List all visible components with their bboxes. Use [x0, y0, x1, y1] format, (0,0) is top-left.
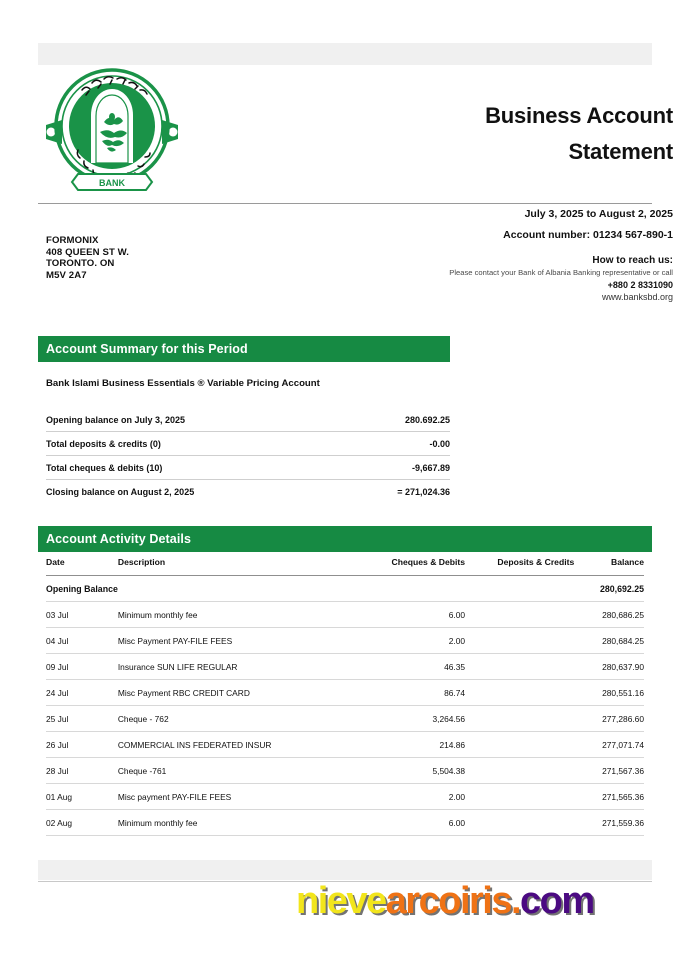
summary-row-value: = 271,024.36	[397, 487, 450, 497]
summary-row-label: Total deposits & credits (0)	[46, 432, 344, 456]
column-header-balance: Balance	[574, 557, 644, 576]
column-header-debits: Cheques & Debits	[348, 557, 465, 576]
table-row	[46, 706, 644, 732]
table-header-row	[46, 557, 644, 576]
account-activity-table	[46, 557, 644, 836]
opening-balance-amount: 280,692.25	[574, 576, 644, 602]
cell-description: Minimum monthly fee	[118, 602, 348, 628]
cell-credit	[465, 602, 574, 628]
cell-credit	[465, 654, 574, 680]
address-city: TORONTO. ON	[46, 258, 115, 270]
table-row	[46, 732, 644, 758]
summary-row-value: -9,667.89	[344, 456, 450, 480]
cell-balance: 277,286.60	[574, 706, 644, 732]
cell-debit: 5,504.38	[348, 758, 465, 784]
cell-debit: 2.00	[348, 628, 465, 654]
cell-debit: 2.00	[348, 784, 465, 810]
table-row	[46, 628, 644, 654]
cell-credit	[465, 680, 574, 706]
cell-debit: 46.35	[348, 654, 465, 680]
cell-date: 02 Aug	[46, 810, 118, 836]
opening-balance-debit	[348, 576, 465, 602]
statement-period: July 3, 2025 to August 2, 2025	[524, 208, 673, 220]
cell-description: Misc payment PAY-FILE FEES	[118, 784, 348, 810]
cell-description: Misc Payment RBC CREDIT CARD	[118, 680, 348, 706]
cell-debit: 3,264.56	[348, 706, 465, 732]
account-type-label: Bank Islami Business Essentials ® Variable Pricing Account	[46, 378, 320, 389]
cell-date: 03 Jul	[46, 602, 118, 628]
cell-date: 28 Jul	[46, 758, 118, 784]
opening-balance-label: Opening Balance	[46, 576, 118, 602]
page-title	[253, 98, 673, 170]
column-header-date: Date	[46, 557, 118, 576]
account-number: Account number: 01234 567-890-1	[503, 229, 673, 241]
cell-balance: 271,567.36	[574, 758, 644, 784]
contact-instruction: Please contact your Bank of Albania Banking representative or call	[449, 268, 673, 277]
column-header-description: Description	[118, 557, 348, 576]
title-line-1: Business Account	[485, 103, 673, 128]
column-header-credits: Deposits & Credits	[465, 557, 574, 576]
contact-phone: +880 2 8331090	[607, 280, 673, 290]
cell-date: 24 Jul	[46, 680, 118, 706]
cell-date: 26 Jul	[46, 732, 118, 758]
cell-description: Cheque - 762	[118, 706, 348, 732]
cell-credit	[465, 732, 574, 758]
summary-row-label: Total cheques & debits (10)	[46, 456, 344, 480]
table-row	[46, 680, 644, 706]
summary-row	[46, 432, 450, 456]
summary-row	[46, 408, 450, 432]
cell-debit: 86.74	[348, 680, 465, 706]
bank-logo-icon	[38, 62, 186, 200]
cell-credit	[465, 706, 574, 732]
bottom-grey-band	[38, 860, 652, 880]
table-row	[46, 654, 644, 680]
cell-date: 04 Jul	[46, 628, 118, 654]
address-name: FORMONIX	[46, 235, 99, 246]
contact-heading: How to reach us:	[592, 255, 673, 266]
summary-row	[46, 480, 450, 504]
account-summary-header: Account Summary for this Period	[38, 336, 450, 362]
cell-credit	[465, 784, 574, 810]
header-divider	[38, 203, 652, 204]
cell-balance: 271,559.36	[574, 810, 644, 836]
opening-balance-description	[118, 576, 348, 602]
summary-row-label: Opening balance on July 3, 2025	[46, 408, 344, 432]
address-street: 408 QUEEN ST W.	[46, 246, 130, 258]
watermark-part-1: nieve	[296, 880, 386, 922]
statement-meta	[243, 208, 673, 302]
opening-balance-credit	[465, 576, 574, 602]
account-activity-header: Account Activity Details	[38, 526, 652, 552]
summary-row-label: Closing balance on August 2, 2025	[46, 487, 195, 497]
cell-debit: 214.86	[348, 732, 465, 758]
cell-description: Misc Payment PAY-FILE FEES	[118, 628, 348, 654]
title-line-2: Statement	[568, 139, 673, 164]
cell-credit	[465, 758, 574, 784]
address-postal: M5V 2A7	[46, 269, 87, 281]
watermark-part-2: arcoiris.	[385, 880, 521, 922]
watermark	[296, 880, 594, 923]
bank-logo	[38, 62, 186, 200]
cell-balance: 280,684.25	[574, 628, 644, 654]
cell-balance: 280,551.16	[574, 680, 644, 706]
cell-balance: 280,637.90	[574, 654, 644, 680]
cell-date: 09 Jul	[46, 654, 118, 680]
cell-debit: 6.00	[348, 602, 465, 628]
account-summary-table	[46, 408, 450, 503]
opening-balance-row	[46, 576, 644, 602]
cell-debit: 6.00	[348, 810, 465, 836]
summary-row-value: 280.692.25	[344, 408, 450, 432]
cell-balance: 280,686.25	[574, 602, 644, 628]
table-row	[46, 758, 644, 784]
cell-description: COMMERCIAL INS FEDERATED INSUR	[118, 732, 348, 758]
cell-credit	[465, 810, 574, 836]
cell-description: Cheque -761	[118, 758, 348, 784]
customer-address	[46, 235, 129, 281]
cell-credit	[465, 628, 574, 654]
cell-balance: 271,565.36	[574, 784, 644, 810]
table-row	[46, 810, 644, 836]
logo-ribbon-text: BANK	[99, 178, 125, 188]
cell-balance: 277,071.74	[574, 732, 644, 758]
summary-row	[46, 456, 450, 480]
watermark-part-3: com	[520, 880, 594, 922]
contact-website[interactable]: www.banksbd.org	[601, 292, 673, 302]
table-row	[46, 784, 644, 810]
cell-description: Insurance SUN LIFE REGULAR	[118, 654, 348, 680]
cell-date: 01 Aug	[46, 784, 118, 810]
cell-description: Minimum monthly fee	[118, 810, 348, 836]
summary-row-value: -0.00	[344, 432, 450, 456]
table-row	[46, 602, 644, 628]
cell-date: 25 Jul	[46, 706, 118, 732]
